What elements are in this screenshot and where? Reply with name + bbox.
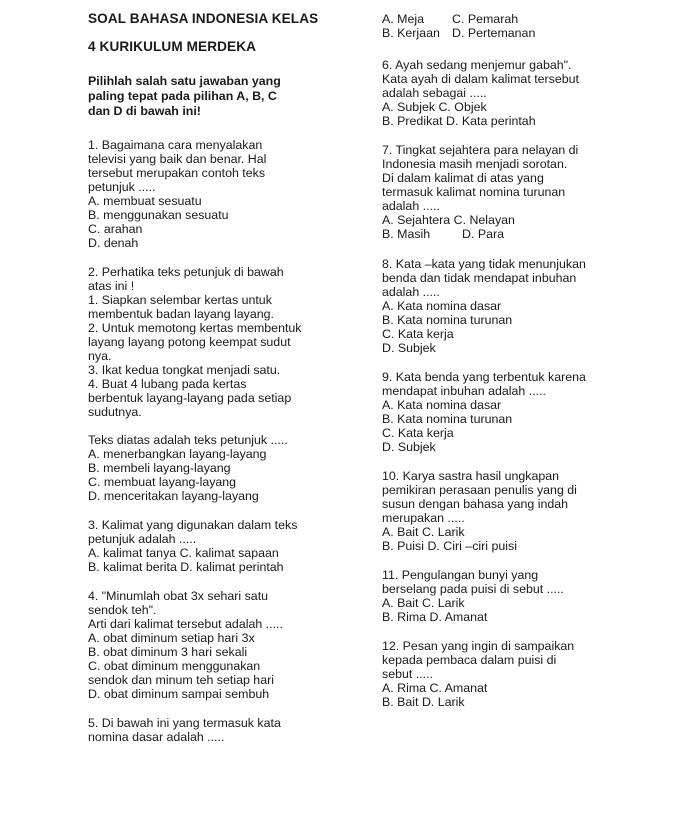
q2-text-line: membentuk badan layang layang. [88, 307, 274, 321]
q5-text-line: 5. Di bawah ini yang termasuk kata [88, 716, 281, 730]
instruction-line-2: paling tepat pada pilihan A, B, C [88, 89, 277, 103]
q2-option: A. menerbangkan layang-layang [88, 447, 267, 461]
q8-option: B. Kata nomina turunan [382, 313, 513, 327]
q4-option: C. obat diminum menggunakan [88, 659, 261, 673]
q2-text-line: 2. Untuk memotong kertas membentuk [88, 321, 302, 335]
q4-option: A. obat diminum setiap hari 3x [88, 631, 255, 645]
q2-text-line: nya. [88, 349, 112, 363]
q4-text-line: sendok teh". [88, 603, 157, 617]
q6-text-line: adalah sebagai ..... [382, 86, 487, 100]
q12-text-line: sebut ..... [382, 667, 433, 681]
q8-text-line: adalah ..... [382, 285, 440, 299]
q9-option: A. Kata nomina dasar [382, 398, 502, 412]
q7-text-line: 7. Tingkat sejahtera para nelayan di [382, 143, 579, 157]
q1-text-line: 1. Bagaimana cara menyalakan [88, 138, 263, 152]
q1-option: A. membuat sesuatu [88, 194, 202, 208]
q11-option: B. Rima D. Amanat [382, 610, 488, 624]
q1-option: C. arahan [88, 222, 143, 236]
q8-text-line: 8. Kata –kata yang tidak menunjukan [382, 257, 586, 271]
q9-option: C. Kata kerja [382, 426, 454, 440]
instruction-line-1: Pilihlah salah satu jawaban yang [88, 74, 281, 88]
q6-option: B. Predikat D. Kata perintah [382, 114, 536, 128]
q2-text-line: atas ini ! [88, 279, 135, 293]
q1-text-line: televisi yang baik dan benar. Hal [88, 152, 267, 166]
q6-option: A. Subjek C. Objek [382, 100, 487, 114]
q3-option: B. kalimat berita D. kalimat perintah [88, 560, 284, 574]
q10-text-line: merupakan ..... [382, 511, 465, 525]
q2-option: D. menceritakan layang-layang [88, 489, 259, 503]
q7-option: D. Para [462, 227, 505, 241]
q5-text-line: nomina dasar adalah ..... [88, 730, 225, 744]
q2-text-line: layang layang potong keempat sudut [88, 335, 291, 349]
q4-text-line: 4. "Minumlah obat 3x sehari satu [88, 589, 269, 603]
q8-option: C. Kata kerja [382, 327, 454, 341]
q3-option: A. kalimat tanya C. kalimat sapaan [88, 546, 279, 560]
q1-text-line: tersebut merupakan contoh teks [88, 166, 266, 180]
q11-option: A. Bait C. Larik [382, 596, 465, 610]
q3-text-line: 3. Kalimat yang digunakan dalam teks [88, 518, 298, 532]
q2-text-line: berbentuk layang-layang pada setiap [88, 391, 292, 405]
q2-text-line: Teks diatas adalah teks petunjuk ..... [88, 433, 288, 447]
q10-text-line: pemikiran perasaan penulis yang di [382, 483, 577, 497]
q1-option: B. menggunakan sesuatu [88, 208, 229, 222]
q6-text-line: 6. Ayah sedang menjemur gabah". [382, 58, 572, 72]
q2-text-line: 2. Perhatika teks petunjuk di bawah [88, 265, 284, 279]
q7-option: A. Sejahtera C. Nelayan [382, 213, 515, 227]
q11-text-line: 11. Pengulangan bunyi yang [382, 568, 539, 582]
q10-option: A. Bait C. Larik [382, 525, 465, 539]
q5-option: A. Meja [382, 12, 425, 26]
q12-option: B. Bait D. Larik [382, 695, 465, 709]
q4-option: D. obat diminum sampai sembuh [88, 687, 270, 701]
q4-text-line: Arti dari kalimat tersebut adalah ..... [88, 617, 283, 631]
q7-option: B. Masih [382, 227, 431, 241]
q12-text-line: kepada pembaca dalam puisi di [382, 653, 557, 667]
q12-option: A. Rima C. Amanat [382, 681, 488, 695]
q7-text-line: adalah ..... [382, 199, 440, 213]
q6-text-line: Kata ayah di dalam kalimat tersebut [382, 72, 579, 86]
page-title-line-2: 4 KURIKULUM MERDEKA [88, 39, 257, 54]
q5-option: D. Pertemanan [452, 26, 536, 40]
q7-text-line: termasuk kalimat nomina turunan [382, 185, 566, 199]
q8-text-line: benda dan tidak mendapat inbuhan [382, 271, 577, 285]
q5-option: B. Kerjaan [382, 26, 440, 40]
q8-option: D. Subjek [382, 341, 436, 355]
q10-option: B. Puisi D. Ciri –ciri puisi [382, 539, 517, 553]
q9-option: D. Subjek [382, 440, 436, 454]
q2-text-line: 4. Buat 4 lubang pada kertas [88, 377, 247, 391]
q1-option: D. denah [88, 236, 139, 250]
q3-text-line: petunjuk adalah ..... [88, 532, 197, 546]
q10-text-line: susun dengan bahasa yang indah [382, 497, 569, 511]
q8-option: A. Kata nomina dasar [382, 299, 502, 313]
q7-text-line: Di dalam kalimat di atas yang [382, 171, 544, 185]
q1-text-line: petunjuk ..... [88, 180, 156, 194]
q2-text-line: 3. Ikat kedua tongkat menjadi satu. [88, 363, 281, 377]
q2-option: B. membeli layang-layang [88, 461, 231, 475]
q2-text-line: sudutnya. [88, 405, 142, 419]
q12-text-line: 12. Pesan yang ingin di sampaikan [382, 639, 575, 653]
q2-text-line: 1. Siapkan selembar kertas untuk [88, 293, 272, 307]
q2-option: C. membuat layang-layang [88, 475, 237, 489]
page-title-line-1: SOAL BAHASA INDONESIA KELAS [88, 11, 319, 26]
q7-text-line: Indonesia masih menjadi sorotan. [382, 157, 568, 171]
q10-text-line: 10. Karya sastra hasil ungkapan [382, 469, 560, 483]
q9-option: B. Kata nomina turunan [382, 412, 513, 426]
q9-text-line: 9. Kata benda yang terbentuk karena [382, 370, 586, 384]
q4-option: sendok dan minum teh setiap hari [88, 673, 274, 687]
q9-text-line: mendapat inbuhan adalah ..... [382, 384, 546, 398]
q4-option: B. obat diminum 3 hari sekali [88, 645, 248, 659]
q5-option: C. Pemarah [452, 12, 519, 26]
instruction-line-3: dan D di bawah ini! [88, 104, 201, 118]
q11-text-line: berselang pada puisi di sebut ..... [382, 582, 564, 596]
